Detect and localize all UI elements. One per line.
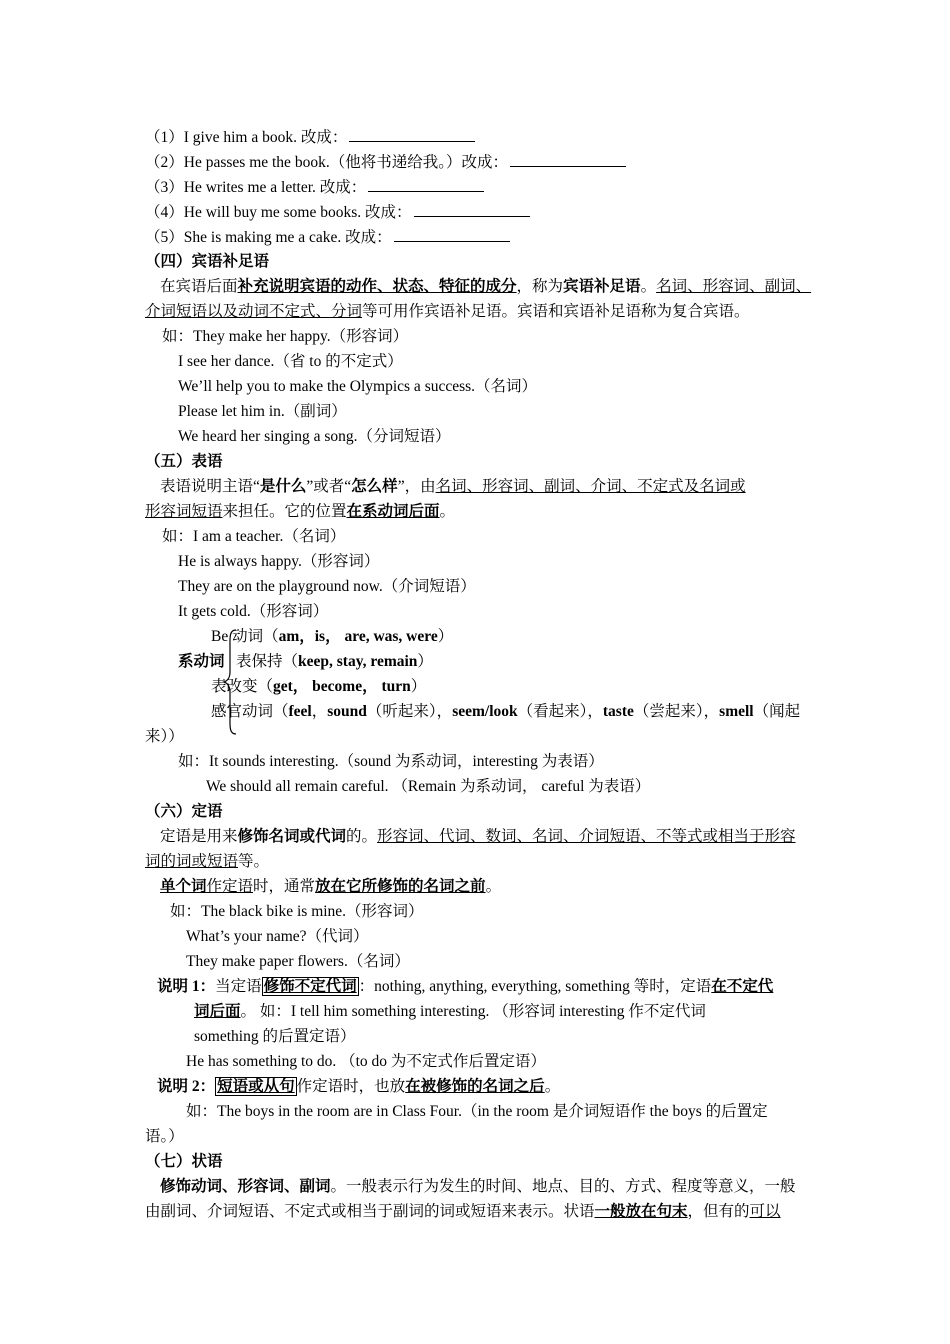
answer-blank[interactable] [368, 177, 484, 192]
section-title-adverbial: （七）状语 [145, 1153, 223, 1170]
paragraph-line: 形容词短语来担任。它的位置在系动词后面。 [145, 503, 456, 520]
example-line: We should all remain careful. （Remain 为系动词， careful 为表语） [206, 778, 651, 795]
example-line: 如：The black bike is mine.（形容词） [170, 903, 424, 920]
answer-blank[interactable] [349, 127, 475, 142]
example-line: 如：The boys in the room are in Class Four.（in the room 是介词短语作 the boys 的后置定 [186, 1103, 768, 1120]
be-verbs-line: Be 动词（am，is， are, was, were） [211, 628, 454, 645]
answer-blank[interactable] [414, 202, 530, 217]
note-1-line: something 的后置定语） [194, 1028, 356, 1045]
section-title-predicative: （五）表语 [145, 453, 223, 470]
paragraph-line: 介词短语以及动词不定式、分词等可用作宾语补足语。宾语和宾语补足语称为复合宾语。 [145, 303, 750, 320]
paragraph-line: 单个词作定语时，通常放在它所修饰的名词之前。 [160, 878, 502, 895]
exercise-2: （2）He passes me the book.（他将书递给我。）改成： [145, 152, 808, 173]
change-verbs-line: 表改变（get， become， turn） [211, 678, 427, 695]
paragraph-line: 表语说明主语“是什么”或者“怎么样”，由名词、形容词、副词、介词、不定式及名词或 [160, 478, 746, 495]
paragraph-line: 由副词、介词短语、不定式或相当于副词的词或短语来表示。状语一般放在句末，但有的可以 [145, 1203, 781, 1220]
exercise-1: （1）I give him a book. 改成： [145, 127, 808, 148]
note-1-line: 说明 1：当定语 修饰不定代词 ：nothing, anything, everything, something 等时，定语在不定代 [157, 978, 774, 995]
note-2-line: 说明 2： 短语或从句 作定语时，也放在被修饰的名词之后。 [157, 1078, 561, 1095]
exercise-5: （5）She is making me a cake. 改成： [145, 227, 808, 248]
example-line: What’s your name?（代词） [186, 928, 369, 945]
example-line: They are on the playground now.（介词短语） [178, 578, 476, 595]
example-line: Please let him in.（副词） [178, 403, 347, 420]
example-line: They make paper flowers.（名词） [186, 953, 410, 970]
paragraph-line: 在宾语后面补充说明宾语的动作、状态、特征的成分，称为宾语补足语。名词、形容词、副词、 [160, 278, 812, 295]
sense-verbs-line: 感官动词（feel，sound（听起来），seem/look（看起来），taste（尝起来），smell（闻起 [211, 703, 801, 720]
answer-blank[interactable] [394, 227, 510, 242]
example-line: We’ll help you to make the Olympics a success.（名词） [178, 378, 538, 395]
example-line: He is always happy.（形容词） [178, 553, 380, 570]
example-line: 如：I am a teacher.（名词） [162, 528, 346, 545]
exercise-4: （4）He will buy me some books. 改成： [145, 202, 808, 223]
paragraph-line: 修饰动词、形容词、副词。一般表示行为发生的时间、地点、目的、方式、程度等意义，一般 [160, 1178, 796, 1195]
example-line: 如：It sounds interesting.（sound 为系动词，interesting 为表语） [178, 753, 604, 770]
sense-verbs-line-cont: 来）） [145, 728, 184, 745]
example-line: 如：They make her happy.（形容词） [162, 328, 409, 345]
paragraph-line: 词的词或短语等。 [145, 853, 270, 870]
keep-verbs-line: 表保持（keep, stay, remain） [236, 653, 433, 670]
example-line: He has something to do. （to do 为不定式作后置定语） [186, 1053, 546, 1070]
example-line-cont: 语。） [145, 1128, 184, 1145]
example-line: We heard her singing a song.（分词短语） [178, 428, 451, 445]
note-1-line: 词后面。 如：I tell him something interesting. （形容词 interesting 作不定代词 [194, 1003, 706, 1020]
example-line: I see her dance.（省 to 的不定式） [178, 353, 403, 370]
linking-verb-label: 系动词 [178, 653, 225, 670]
answer-blank[interactable] [510, 152, 626, 167]
section-title-attribute: （六）定语 [145, 803, 223, 820]
paragraph-line: 定语是用来修饰名词或代词的。形容词、代词、数词、名词、介词短语、不等式或相当于形容 [160, 828, 796, 845]
example-line: It gets cold.（形容词） [178, 603, 329, 620]
exercise-3: （3）He writes me a letter. 改成： [145, 177, 808, 198]
section-title-object-complement: （四）宾语补足语 [145, 253, 270, 270]
